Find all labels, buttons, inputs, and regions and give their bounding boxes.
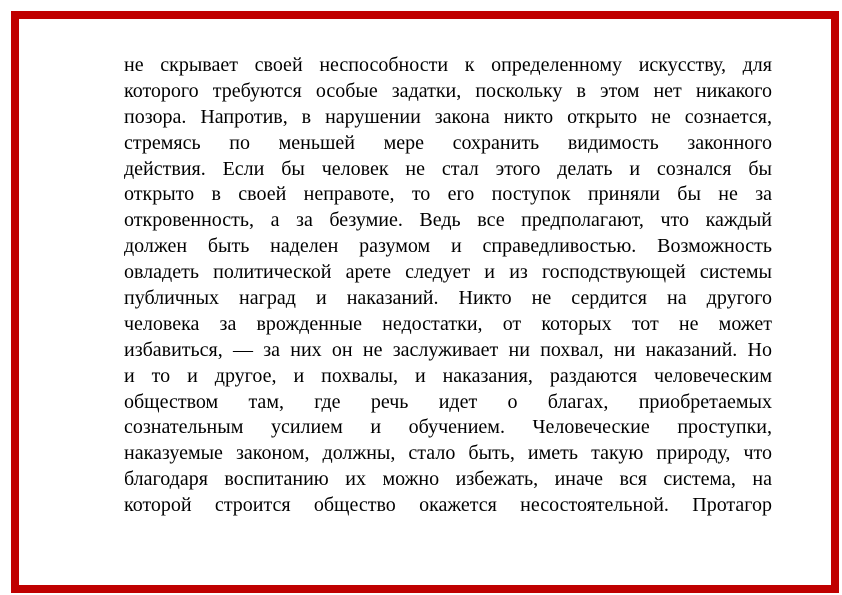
text-line-17: благодаря воспитанию их можно избежать, иначе вся система, на bbox=[124, 468, 772, 491]
text-line-18: которой строится общество окажется несостоятельной. Протагор bbox=[124, 494, 772, 517]
text-line-13: и то и другое, и похвалы, и наказания, раздаются человеческим bbox=[124, 364, 772, 387]
text-line-8: должен быть наделен разумом и справедливостью. Возможность bbox=[124, 235, 772, 258]
text-line-5: действия. Если бы человек не стал этого делать и сознался бы bbox=[124, 157, 772, 180]
text-line-11: человека за врожденные недостатки, от которых тот не может bbox=[124, 312, 772, 335]
text-line-4: стремясь по меньшей мере сохранить видимость законного bbox=[124, 131, 772, 154]
text-line-12: избавиться, — за них он не заслуживает ни похвал, ни наказаний. Но bbox=[124, 338, 772, 361]
text-line-7: откровенность, а за безумие. Ведь все предполагают, что каждый bbox=[124, 209, 772, 232]
text-line-2: которого требуются особые задатки, поскольку в этом нет никакого bbox=[124, 79, 772, 102]
text-line-16: наказуемые законом, должны, стало быть, иметь такую природу, что bbox=[124, 442, 772, 465]
text-line-9: овладеть политической арете следует и из господствующей системы bbox=[124, 261, 772, 284]
text-line-10: публичных наград и наказаний. Никто не сердится на другого bbox=[124, 287, 772, 310]
text-line-3: позора. Напротив, в нарушении закона никто открыто не сознается, bbox=[124, 105, 772, 128]
text-line-6: открыто в своей неправоте, то его поступок приняли бы не за bbox=[124, 183, 772, 206]
body-text bbox=[124, 53, 772, 519]
text-line-14: обществом там, где речь идет о благах, приобретаемых bbox=[124, 390, 772, 413]
text-line-15: сознательным усилием и обучением. Человеческие проступки, bbox=[124, 416, 772, 439]
text-line-1: не скрывает своей неспособности к определенному искусству, для bbox=[124, 54, 772, 76]
